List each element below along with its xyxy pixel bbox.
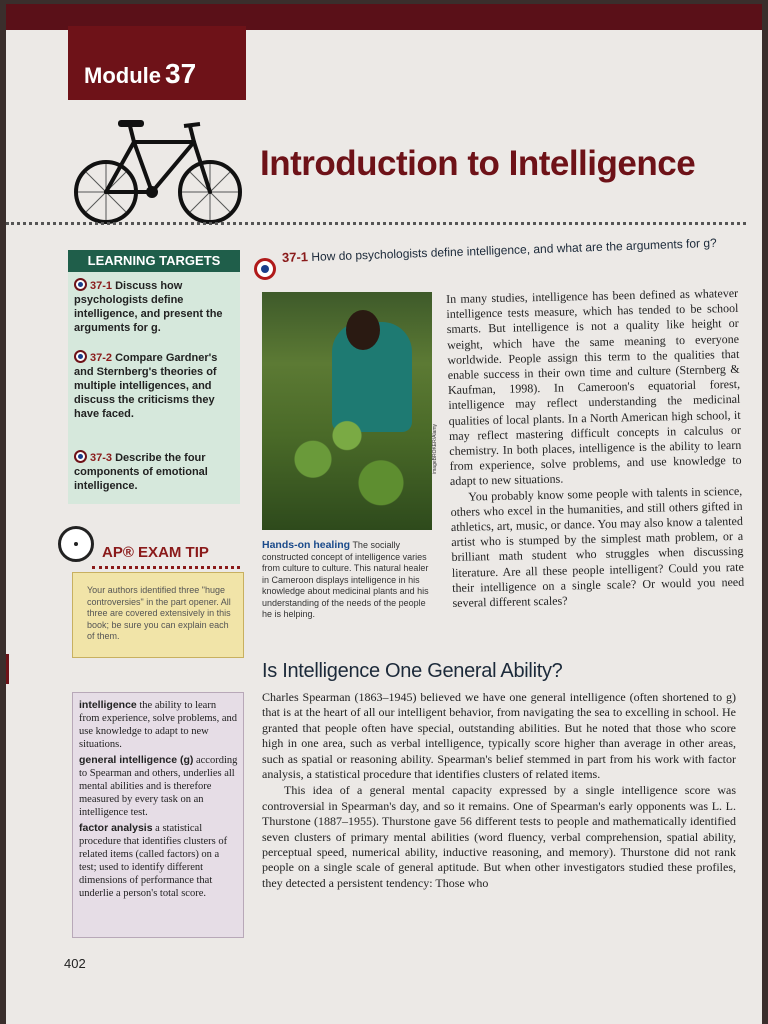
glossary-entry: general intelligence (g) according to Spearman and others, underlies all mental abilities and is therefore measured by every task on an intelligence test. [79, 754, 238, 818]
ap-exam-tip-text: Your authors identified three "huge controversies" in the part opener. All three are covered extensively in this book; be sure you can explain each of them. [87, 585, 231, 641]
dotted-divider [6, 222, 746, 225]
wheel-icon [58, 526, 94, 562]
learning-targets-heading: LEARNING TARGETS [68, 250, 240, 272]
photo-caption [262, 540, 436, 621]
section-heading: Is Intelligence One General Ability? [262, 660, 563, 682]
target-icon [74, 278, 87, 291]
page-title: Introduction to Intelligence [260, 144, 696, 183]
caption-text: The socially constructed concept of intelligence varies from culture to culture. This natural healer in Cameroon displays intelligence in his knowledge about medicinal plants and his understanding of the needs of the people he is helping. [262, 540, 429, 619]
healer-photo [262, 292, 432, 530]
bicycle-icon [66, 112, 244, 228]
photo-credit: imageBROKER/Alamy [432, 423, 438, 474]
target-icon [254, 258, 276, 280]
module-number: 37 [165, 58, 197, 89]
learning-target-2: 37-2 Compare Gardner's and Sternberg's theories of multiple intelligences, and discuss the criticisms they have faced. [74, 352, 218, 420]
learning-question: 37-1 How do psychologists define intelligence, and what are the arguments for g? [281, 235, 717, 265]
page-number: 402 [64, 956, 86, 971]
margin-marker [6, 654, 9, 684]
textbook-page [6, 4, 762, 1024]
intro-paragraph-2: You probably know some people with talents in science, others who excel in the humanities, and still others gifted in athletics, art, music, or dance. You may also know a talented artist who is stumped by the simplest math problem, or a brilliant math student who struggles when discussing literature. Are all these people intelligent? Could you rate their intelligence on a single scale? Or would you need several different scales? [450, 483, 745, 610]
learning-target-3: 37-3 Describe the four components of emotional intelligence. [74, 452, 208, 492]
caption-title: Hands-on healing [262, 539, 351, 551]
glossary-box [72, 692, 244, 938]
ap-exam-tip-title: AP® EXAM TIP [102, 544, 209, 561]
ap-dotted-rule [92, 566, 240, 569]
intro-column [446, 286, 745, 611]
section-paragraph-2: This idea of a general mental capacity expressed by a single intelligence score was controversial in Spearman's day, and so it remains. One of Spearman's early opponents was L. L. Thurstone (1887–1955). Thurstone gave 56 different tests to people and mathematically identified seven clusters of primary mental abilities (word fluency, verbal comprehension, spatial ability, perceptual speed, numerical ability, inductive reasoning, and memory). Thurstone did not rank people on a single scale of general aptitude. But when other investigators studied these profiles, they detected a persistent tendency: Those who [262, 783, 736, 890]
target-icon [74, 450, 87, 463]
glossary-entry: factor analysis a statistical procedure that identifies clusters of related items (called factors) on a test; used to identify different dimensions of performance that underlie a person's total score. [79, 822, 228, 899]
section-body [262, 690, 736, 891]
intro-paragraph-1: In many studies, intelligence has been defined as whatever intelligence tests measure, which has tended to be school smarts. But intelligence is not a quality like height or weight, which have the same meaning to everyone worldwide. People assign this term to the qualities that enable success in their own time and culture (Sternberg & Kaufman, 1998). In Cameroon's equatorial forest, intelligence may reflect understanding the medicinal qualities of local plants. In a North American high school, it may reflect mastering difficult concepts in calculus or chemistry. In both places, intelligence is the ability to learn from experience, solve problems, and use knowledge to adapt to new situations. [446, 285, 742, 489]
glossary-entry: intelligence the ability to learn from experience, solve problems, and use knowledge to adapt to new situations. [79, 699, 238, 750]
module-word: Module [84, 63, 161, 88]
section-paragraph-1: Charles Spearman (1863–1945) believed we have one general intelligence (often shortened to g) that is at the heart of all our intelligent behavior, from navigating the sea to excelling in school. He granted that people often have special, outstanding abilities. But he noted that those who score high in one area, such as verbal intelligence, typically score higher than average in other areas, such as spatial or reasoning ability. Spearman's belief stemmed in part from his work with factor analysis, a statistical procedure that identifies clusters of related items. [262, 690, 736, 782]
ap-exam-tip-box [72, 572, 244, 658]
learning-target-1: 37-1 Discuss how psychologists define intelligence, and present the arguments for g. [74, 280, 223, 334]
module-tab [68, 26, 246, 100]
target-icon [74, 350, 87, 363]
